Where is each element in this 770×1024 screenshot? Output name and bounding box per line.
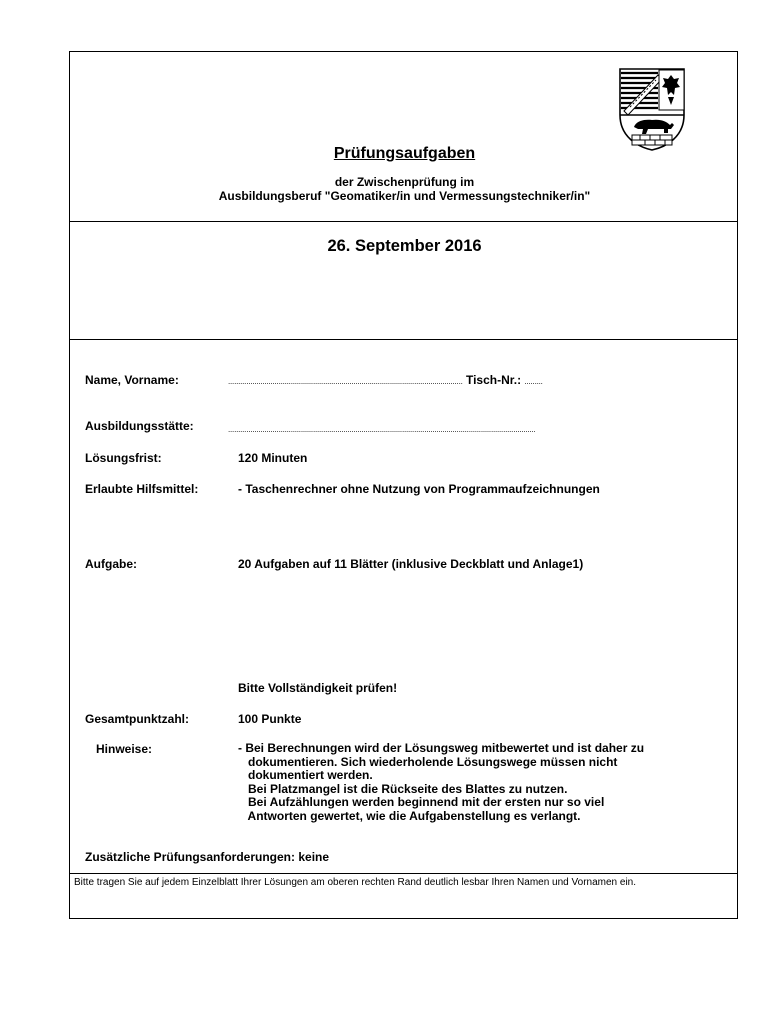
aids-value: - Taschenrechner ohne Nutzung von Programmaufzeichnungen (238, 482, 600, 496)
task-label: Aufgabe: (85, 557, 137, 571)
document-title: Prüfungsaufgaben (333, 145, 476, 162)
notes-text: - Bei Berechnungen wird der Lösungsweg mitbewertet und ist daher zu dokumentieren. Sich wiederholende Lösungswege müssen nicht dokumentiert werden. Bei Platzmangel ist die Rückseite des Blattes zu nutzen. Bei Aufzählungen werden beginnend mit der ersten nur so viel Antworten gewertet, wie die Aufgabenstellung es verlangt. (238, 741, 645, 823)
subtitle-line-1: der Zwischenprüfung im (334, 175, 475, 189)
footer-instruction: Bitte tragen Sie auf jedem Einzelblatt Ihrer Lösungen am oberen rechten Rand deutlich lesbar Ihren Namen und Vornamen ein. (74, 877, 637, 888)
section-divider (70, 339, 737, 340)
name-label: Name, Vorname: (85, 373, 179, 387)
aids-label: Erlaubte Hilfsmittel: (85, 482, 199, 496)
company-label: Ausbildungsstätte: (85, 419, 194, 433)
total-points-label: Gesamtpunktzahl: (85, 712, 190, 726)
deadline-label: Lösungsfrist: (85, 451, 162, 465)
table-number-label: Tisch-Nr.: (465, 373, 522, 387)
cover-sheet-frame (69, 51, 738, 919)
name-dots: .................................................................................................................... (228, 377, 463, 386)
name-field[interactable] (228, 373, 543, 387)
company-dots: ........................................................................................................................................................ (228, 425, 536, 434)
total-points-value: 100 Punkte (238, 712, 302, 726)
task-value: 20 Aufgaben auf 11 Blätter (inklusive Deckblatt und Anlage1) (238, 557, 584, 571)
deadline-value: 120 Minuten (238, 451, 308, 465)
completeness-note: Bitte Vollständigkeit prüfen! (238, 681, 398, 695)
notes-label: Hinweise: (96, 742, 153, 756)
coat-of-arms-icon (618, 67, 686, 151)
company-field[interactable] (228, 419, 535, 437)
section-divider (70, 221, 737, 222)
table-number-dots: ......... (524, 377, 543, 386)
subtitle-line-2: Ausbildungsberuf "Geomatiker/in und Vermessungstechniker/in" (218, 189, 591, 203)
exam-date: 26. September 2016 (327, 237, 482, 255)
footer-divider (70, 873, 737, 874)
extra-requirements: Zusätzliche Prüfungsanforderungen: keine (85, 850, 330, 864)
